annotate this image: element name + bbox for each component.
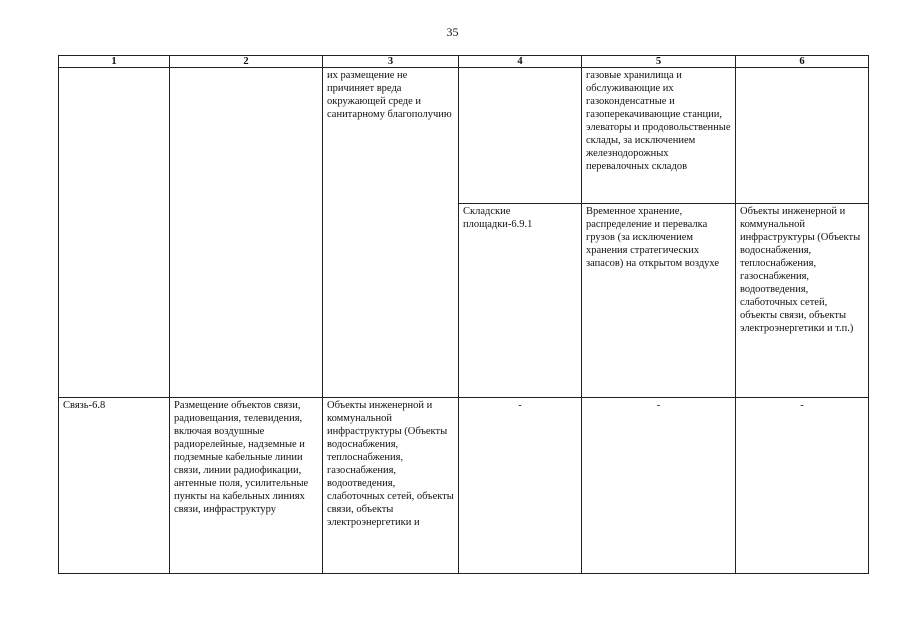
table-cell: Объекты инженерной и коммунальной инфраструктуры (Объекты водоснабжения, теплоснабжения, газоснабжения, водоотведения, слаботочных сетей, объекты связи, объекты электроэнергетики и (323, 398, 459, 574)
header-col-4: 4 (459, 56, 582, 68)
header-col-5: 5 (582, 56, 736, 68)
table-cell: Временное хранение, распределение и перевалка грузов (за исключением хранения стратегических запасов) на открытом воздухе (582, 204, 736, 398)
table-cell (459, 68, 582, 204)
header-col-6: 6 (736, 56, 869, 68)
table-cell (736, 68, 869, 204)
table-cell: Объекты инженерной и коммунальной инфраструктуры (Объекты водоснабжения, теплоснабжения, газоснабжения, водоотведения, слаботочных сетей, объекты связи, объекты электроэнергетики и т.п.) (736, 204, 869, 398)
table-row (59, 398, 869, 574)
header-row (59, 56, 869, 68)
table-cell: - (736, 398, 869, 574)
table-cell: Связь-6.8 (59, 398, 170, 574)
table-cell (59, 68, 170, 398)
header-col-3: 3 (323, 56, 459, 68)
header-col-2: 2 (170, 56, 323, 68)
table-cell: - (459, 398, 582, 574)
land-use-table (58, 55, 869, 574)
header-col-1: 1 (59, 56, 170, 68)
table-cell: - (582, 398, 736, 574)
table-cell (170, 68, 323, 398)
table-cell: Размещение объектов связи, радиовещания, телевидения, включая воздушные радиорелейные, надземные и подземные кабельные линии связи, линии радиофикации, антенные поля, усилительные пункты на кабельных линиях связи, инфраструктуру (170, 398, 323, 574)
table-row (59, 68, 869, 204)
table-cell: газовые хранилища и обслуживающие их газоконденсатные и газоперекачивающие станции, элеваторы и продовольственные склады, за исключением железнодорожных перевалочных складов (582, 68, 736, 204)
table-cell: Складские площадки-6.9.1 (459, 204, 582, 398)
page-number: 35 (446, 25, 459, 39)
table-cell: их размещение не причиняет вреда окружающей среде и санитарному благополучию (323, 68, 459, 398)
